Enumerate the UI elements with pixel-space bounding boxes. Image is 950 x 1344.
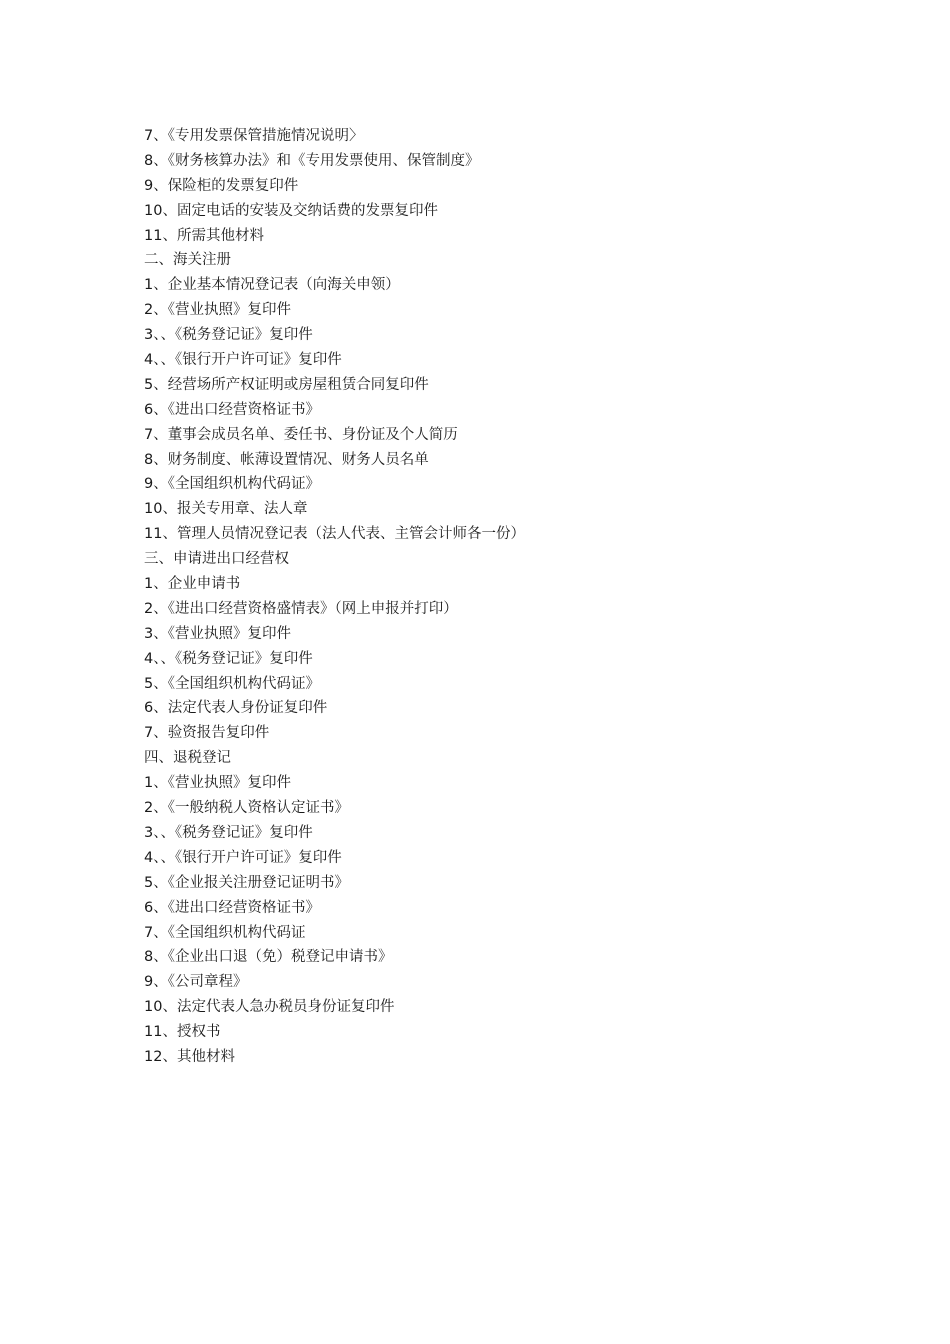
list-item: 8、财务制度、帐薄设置情况、财务人员名单 — [144, 451, 429, 468]
list-item: 4、、《银行开户许可证》复印件 — [144, 849, 342, 866]
list-item: 8、《企业出口退（免）税登记申请书》 — [144, 949, 393, 966]
list-item: 10、报关专用章、法人章 — [144, 501, 308, 518]
list-item: 10、固定电话的安装及交纳话费的发票复印件 — [144, 202, 438, 219]
list-item: 3、、《税务登记证》复印件 — [144, 824, 313, 841]
list-item: 3、、《税务登记证》复印件 — [144, 327, 313, 344]
list-item: 1、企业申请书 — [144, 576, 241, 593]
list-item: 6、法定代表人身份证复印件 — [144, 700, 328, 717]
list-item: 7、《全国组织机构代码证 — [144, 924, 306, 941]
section-heading: 二、海关注册 — [144, 252, 231, 269]
list-item: 2、《营业执照》复印件 — [144, 302, 291, 319]
section-heading: 四、退税登记 — [144, 750, 231, 767]
list-item: 11、管理人员情况登记表（法人代表、主管会计师各一份） — [144, 526, 525, 543]
list-item: 6、《进出口经营资格证书》 — [144, 899, 320, 916]
section-heading: 三、申请进出口经营权 — [144, 551, 289, 568]
list-item: 10、法定代表人急办税员身份证复印件 — [144, 999, 395, 1016]
list-item: 6、《进出口经营资格证书》 — [144, 401, 320, 418]
list-item: 12、其他材料 — [144, 1048, 235, 1065]
list-item: 4、、《税务登记证》复印件 — [144, 650, 313, 667]
list-item: 2、《进出口经营资格盛情表》（网上申报并打印） — [144, 600, 458, 617]
list-item: 1、企业基本情况登记表（向海关申领） — [144, 277, 400, 294]
list-item: 9、《全国组织机构代码证》 — [144, 476, 320, 493]
list-item: 11、所需其他材料 — [144, 227, 264, 244]
list-item: 7、董事会成员名单、委任书、身份证及个人简历 — [144, 426, 458, 443]
list-item: 4、、《银行开户许可证》复印件 — [144, 352, 342, 369]
list-item: 1、《营业执照》复印件 — [144, 775, 291, 792]
list-item: 2、《一般纳税人资格认定证书》 — [144, 800, 349, 817]
list-item: 7、验资报告复印件 — [144, 725, 270, 742]
list-item: 5、经营场所产权证明或房屋租赁合同复印件 — [144, 376, 429, 393]
list-item: 5、《全国组织机构代码证》 — [144, 675, 320, 692]
document-text-block — [144, 124, 844, 1070]
list-item: 9、《公司章程》 — [144, 974, 248, 991]
list-item: 8、《财务核算办法》和《专用发票使用、保管制度》 — [144, 152, 480, 169]
list-item: 9、保险柜的发票复印件 — [144, 177, 299, 194]
list-item: 7、《专用发票保管措施情况说明〉 — [144, 128, 364, 144]
list-item: 11、授权书 — [144, 1024, 221, 1041]
list-item: 3、《营业执照》复印件 — [144, 625, 291, 642]
list-item: 5、《企业报关注册登记证明书》 — [144, 874, 349, 891]
